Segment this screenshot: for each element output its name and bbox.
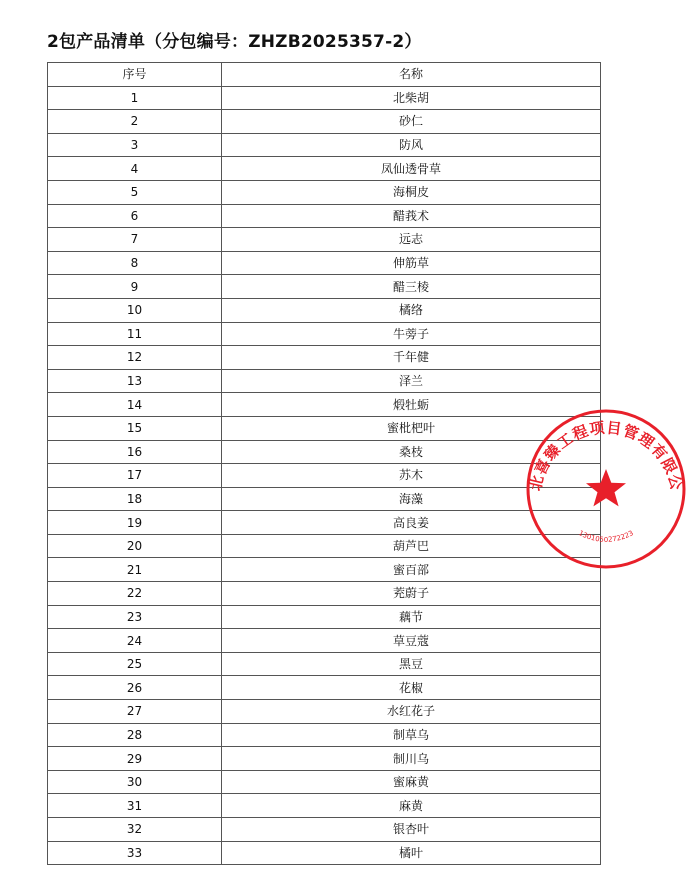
table-row	[48, 700, 601, 724]
table-row	[48, 180, 601, 204]
table-row	[48, 770, 601, 794]
table-row	[48, 818, 601, 842]
cell-name: 草豆蔻	[222, 629, 601, 653]
cell-index: 30	[48, 770, 222, 794]
table-row	[48, 747, 601, 771]
cell-index: 11	[48, 322, 222, 346]
table-row	[48, 511, 601, 535]
cell-index: 31	[48, 794, 222, 818]
cell-index: 24	[48, 629, 222, 653]
cell-index: 7	[48, 228, 222, 252]
table-row	[48, 369, 601, 393]
cell-name: 远志	[222, 228, 601, 252]
cell-index: 13	[48, 369, 222, 393]
table-row	[48, 204, 601, 228]
table-row	[48, 652, 601, 676]
cell-name: 橘络	[222, 298, 601, 322]
table-row	[48, 582, 601, 606]
table-row	[48, 464, 601, 488]
cell-name: 花椒	[222, 676, 601, 700]
cell-index: 25	[48, 652, 222, 676]
cell-name: 桑枝	[222, 440, 601, 464]
cell-index: 10	[48, 298, 222, 322]
cell-name: 防风	[222, 133, 601, 157]
cell-index: 2	[48, 110, 222, 134]
table-row	[48, 251, 601, 275]
svg-text:1301050272223: 1301050272223	[577, 529, 635, 544]
cell-name: 伸筋草	[222, 251, 601, 275]
cell-index: 26	[48, 676, 222, 700]
table-row	[48, 440, 601, 464]
table-header-row	[48, 63, 601, 87]
cell-index: 15	[48, 416, 222, 440]
cell-name: 煅牡蛎	[222, 393, 601, 417]
cell-index: 18	[48, 487, 222, 511]
table-row	[48, 841, 601, 865]
table-row	[48, 298, 601, 322]
svg-text:河北喜臻工程项目管理有限公司: 北喜臻工程项目管理有限公	[526, 418, 686, 493]
company-seal	[526, 407, 686, 571]
cell-name: 砂仁	[222, 110, 601, 134]
cell-index: 20	[48, 534, 222, 558]
seal-graphic	[526, 407, 686, 571]
cell-name: 海藻	[222, 487, 601, 511]
table-row	[48, 487, 601, 511]
cell-name: 麻黄	[222, 794, 601, 818]
table-row	[48, 346, 601, 370]
product-list-table	[47, 62, 601, 865]
cell-name: 醋莪术	[222, 204, 601, 228]
cell-name: 蜜百部	[222, 558, 601, 582]
cell-name: 制草乌	[222, 723, 601, 747]
table-row	[48, 534, 601, 558]
cell-index: 12	[48, 346, 222, 370]
cell-name: 蜜枇杷叶	[222, 416, 601, 440]
table-row	[48, 110, 601, 134]
table-row	[48, 723, 601, 747]
cell-index: 6	[48, 204, 222, 228]
cell-name: 泽兰	[222, 369, 601, 393]
cell-name: 制川乌	[222, 747, 601, 771]
cell-index: 32	[48, 818, 222, 842]
cell-index: 19	[48, 511, 222, 535]
cell-index: 8	[48, 251, 222, 275]
cell-index: 27	[48, 700, 222, 724]
cell-index: 4	[48, 157, 222, 181]
cell-index: 14	[48, 393, 222, 417]
table-row	[48, 558, 601, 582]
cell-index: 1	[48, 86, 222, 110]
cell-index: 9	[48, 275, 222, 299]
table-row	[48, 86, 601, 110]
table-row	[48, 322, 601, 346]
cell-name: 高良姜	[222, 511, 601, 535]
cell-index: 21	[48, 558, 222, 582]
cell-index: 5	[48, 180, 222, 204]
cell-name: 凤仙透骨草	[222, 157, 601, 181]
table-row	[48, 157, 601, 181]
page-title: 2包产品清单（分包编号：ZHZB2025357-2）	[47, 32, 422, 52]
star-icon	[586, 469, 626, 506]
cell-index: 23	[48, 605, 222, 629]
cell-name: 葫芦巴	[222, 534, 601, 558]
cell-name: 银杏叶	[222, 818, 601, 842]
cell-name: 醋三棱	[222, 275, 601, 299]
cell-index: 33	[48, 841, 222, 865]
table-row	[48, 133, 601, 157]
cell-name: 北柴胡	[222, 86, 601, 110]
column-header-name: 名称	[222, 63, 601, 87]
cell-name: 藕节	[222, 605, 601, 629]
cell-name: 千年健	[222, 346, 601, 370]
table-row	[48, 228, 601, 252]
cell-name: 牛蒡子	[222, 322, 601, 346]
cell-index: 17	[48, 464, 222, 488]
table-row	[48, 393, 601, 417]
cell-name: 橘叶	[222, 841, 601, 865]
cell-index: 29	[48, 747, 222, 771]
table-row	[48, 605, 601, 629]
column-header-index: 序号	[48, 63, 222, 87]
cell-index: 28	[48, 723, 222, 747]
cell-name: 茺蔚子	[222, 582, 601, 606]
cell-index: 16	[48, 440, 222, 464]
table-row	[48, 629, 601, 653]
cell-name: 海桐皮	[222, 180, 601, 204]
table-row	[48, 676, 601, 700]
cell-name: 黑豆	[222, 652, 601, 676]
cell-index: 3	[48, 133, 222, 157]
cell-name: 水红花子	[222, 700, 601, 724]
table-row	[48, 416, 601, 440]
table-row	[48, 794, 601, 818]
cell-index: 22	[48, 582, 222, 606]
cell-name: 蜜麻黄	[222, 770, 601, 794]
cell-name: 苏木	[222, 464, 601, 488]
table-row	[48, 275, 601, 299]
